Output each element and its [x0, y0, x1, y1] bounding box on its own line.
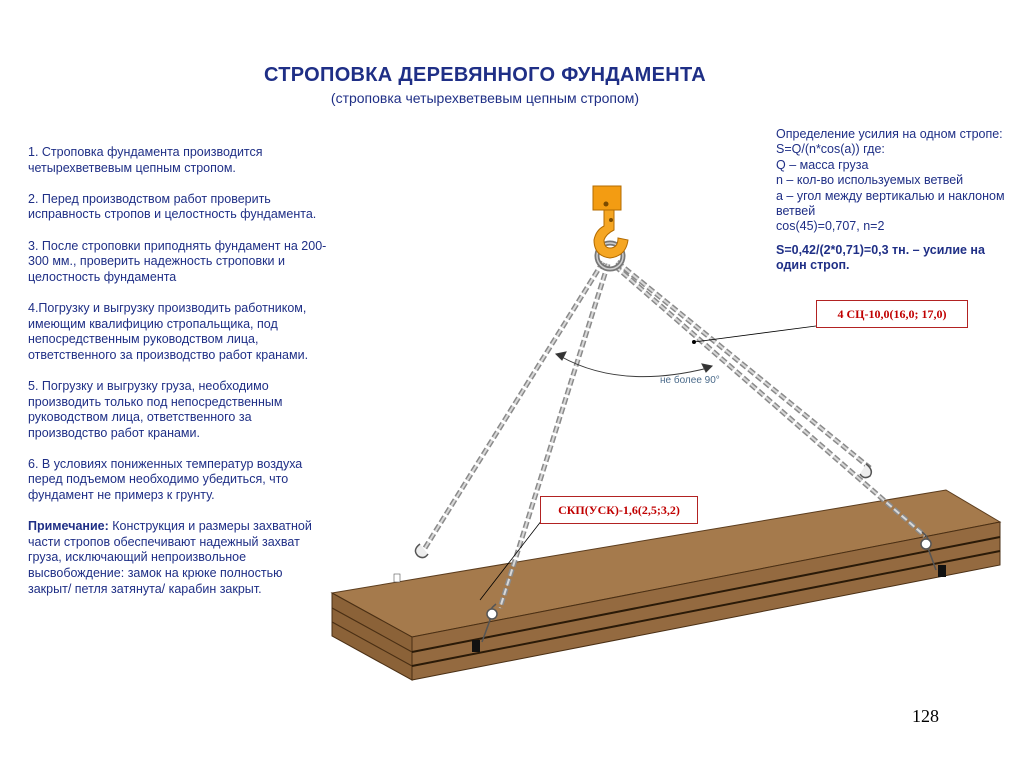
- page-subtitle: (строповка четырехветвевым цепным стропом): [330, 90, 640, 106]
- instruction-5: 5. Погрузку и выгрузку груза, необходимо производить только под непосредственным руководством лица, ответственного за производство работ кранами.: [28, 378, 283, 440]
- instruction-3: 3. После строповки приподнять фундамент на 200-300 мм., проверить надежность строповки и целостность фундамента: [28, 238, 327, 284]
- calc-n: n – кол-во используемых ветвей: [776, 173, 964, 188]
- calc-formula: S=Q/(n*cos(a)) где:: [776, 142, 885, 157]
- page-title: СТРОПОВКА ДЕРЕВЯННОГО ФУНДАМЕНТА: [264, 64, 706, 86]
- calc-heading: Определение усилия на одном стропе:: [776, 127, 1003, 141]
- calc-values: cos(45)=0,707, n=2: [776, 219, 885, 234]
- note-label: Примечание:: [28, 519, 109, 534]
- instruction-6: 6. В условиях пониженных температур воздуха перед подъемом необходимо убедиться, что фундамент не примерз к грунту.: [28, 456, 303, 503]
- calc-a: a – угол между вертикалью и наклоном ветвей: [776, 188, 1005, 219]
- crane-hook-icon: [593, 186, 628, 258]
- sling-bottom-label: СКП(УСК)-1,6(2,5;3,2): [540, 496, 698, 524]
- leader-top-label: [694, 326, 816, 342]
- sling-top-label: 4 СЦ-10,0(16,0; 17,0): [816, 300, 968, 328]
- page-number: 128: [912, 706, 939, 726]
- instruction-1: 1. Строповка фундамента производится четырехветвевым цепным стропом.: [28, 145, 263, 175]
- angle-label: не более 90°: [660, 375, 720, 386]
- calc-result: S=0,42/(2*0,71)=0,3 тн. – усилие на один строп.: [776, 242, 985, 273]
- note-text: Конструкция и размеры захватной части стропов обеспечивают надежный захват груза, исключающий непроизвольное высвобождение: замок на крюке полностью закрыт/ петля затянута/ карабин закрыт.: [28, 519, 312, 596]
- instruction-4: 4.Погрузку и выгрузку производить работником, имеющим квалифицию стропальщика, под непосредственным руководством лица, ответственного за производство работ кранами.: [28, 300, 309, 362]
- calc-q: Q – масса груза: [776, 157, 869, 172]
- instruction-2: 2. Перед производством работ проверить исправность стропов и целостность фундамента.: [28, 191, 317, 222]
